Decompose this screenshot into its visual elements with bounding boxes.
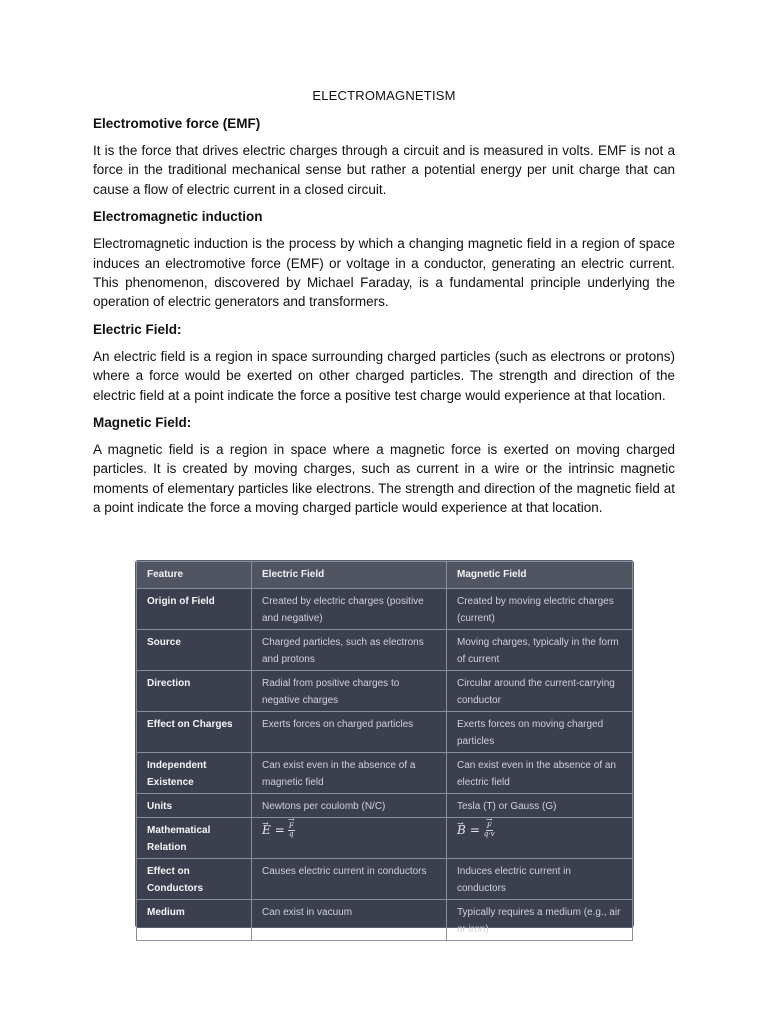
table-cell: Typically requires a medium (e.g., air or iron) <box>447 900 633 941</box>
table-cell: Can exist in vacuum <box>252 900 447 941</box>
table-row <box>137 818 633 859</box>
table-cell: Tesla (T) or Gauss (G) <box>447 794 633 818</box>
section-text-electric-field: An electric field is a region in space surrounding charged particles (such as electrons or protons) where a force would be exerted on other charged particles. The strength and direction of the electric field at a point indicate the force a positive test charge would experience at that location. <box>93 348 675 403</box>
table-header-cell: Magnetic Field <box>447 562 633 589</box>
table-row-label: Direction <box>137 671 252 712</box>
page-title: ELECTROMAGNETISM <box>312 88 456 103</box>
table-cell: Causes electric current in conductors <box>252 859 447 900</box>
formula-equals: = <box>469 823 480 837</box>
table-row-label: Effect on Conductors <box>137 859 252 900</box>
section-text-emf: It is the force that drives electric charges through a circuit and is measured in volts. EMF is not a force in the traditional mechanical sense but rather a potential energy per unit charge that can cause a flow of electric current in a closed circuit. <box>93 143 675 197</box>
section-heading-emf: Electromotive force (EMF) <box>93 116 261 131</box>
document-body <box>93 88 675 528</box>
comparison-table <box>136 561 633 941</box>
table-row-label: Mathematical Relation <box>137 818 252 859</box>
formula-numerator: → F <box>486 823 493 831</box>
magnetic-field-formula <box>457 822 496 839</box>
formula-lhs: → B <box>457 822 466 839</box>
table-row-label: Effect on Charges <box>137 712 252 753</box>
table-row <box>137 859 633 900</box>
formula-denominator: q <box>289 830 294 838</box>
table-cell: Induces electric current in conductors <box>447 859 633 900</box>
table-row-label: Source <box>137 630 252 671</box>
formula-lhs: → E <box>262 822 271 839</box>
electric-field-formula <box>262 822 295 839</box>
table-cell: Exerts forces on charged particles <box>252 712 447 753</box>
table-cell: Can exist even in the absence of a magnetic field <box>252 753 447 794</box>
table-row <box>137 630 633 671</box>
section-heading-electric-field: Electric Field: <box>93 321 182 337</box>
table-cell-formula-magnetic <box>447 818 633 859</box>
table-row <box>137 900 633 941</box>
table-cell: Created by electric charges (positive and negative) <box>252 589 447 630</box>
section-heading-magnetic-field: Magnetic Field: <box>93 415 192 431</box>
table-cell: Charged particles, such as electrons and protons <box>252 630 447 671</box>
table-row-label: Independent Existence <box>137 753 252 794</box>
table-row <box>137 794 633 818</box>
section-text-magnetic-field: A magnetic field is a region in space where a magnetic force is exerted on moving charged particles. It is created by moving charges, such as current in a wire or the intrinsic magnetic moments of elementary particles like electrons. The strength and direction of the magnetic field at a point indicate the force a moving charged particle would experience at that location. <box>93 442 675 516</box>
formula-numerator: → F <box>288 823 295 831</box>
table-header-row <box>137 562 633 589</box>
formula-denominator: q·v <box>483 830 495 838</box>
section-heading-induction: Electromagnetic induction <box>93 209 263 225</box>
table-header-cell: Electric Field <box>252 562 447 589</box>
table-row <box>137 753 633 794</box>
table-row <box>137 671 633 712</box>
table-cell: Circular around the current-carrying conductor <box>447 671 633 712</box>
table-cell: Radial from positive charges to negative charges <box>252 671 447 712</box>
table-cell: Moving charges, typically in the form of current <box>447 630 633 671</box>
table-row-label: Units <box>137 794 252 818</box>
formula-fraction <box>483 823 496 838</box>
table-header-cell: Feature <box>137 562 252 589</box>
table-row <box>137 589 633 630</box>
section-text-induction: Electromagnetic induction is the process by which a changing magnetic field in a region of space induces an electromotive force (EMF) or voltage in a conductor, generating an electric current. This phenomenon, discovered by Michael Faraday, is a fundamental principle underlying the operation of electric generators and transformers. <box>93 236 675 310</box>
table-row-label: Medium <box>137 900 252 941</box>
formula-fraction <box>288 823 295 838</box>
table-row-label: Origin of Field <box>137 589 252 630</box>
table-cell: Created by moving electric charges (current) <box>447 589 633 630</box>
table-cell: Can exist even in the absence of an electric field <box>447 753 633 794</box>
comparison-table-image <box>135 560 634 935</box>
table-row <box>137 712 633 753</box>
table-cell-formula-electric <box>252 818 447 859</box>
table-cell: Newtons per coulomb (N/C) <box>252 794 447 818</box>
formula-equals: = <box>274 823 285 837</box>
table-cell: Exerts forces on moving charged particles <box>447 712 633 753</box>
